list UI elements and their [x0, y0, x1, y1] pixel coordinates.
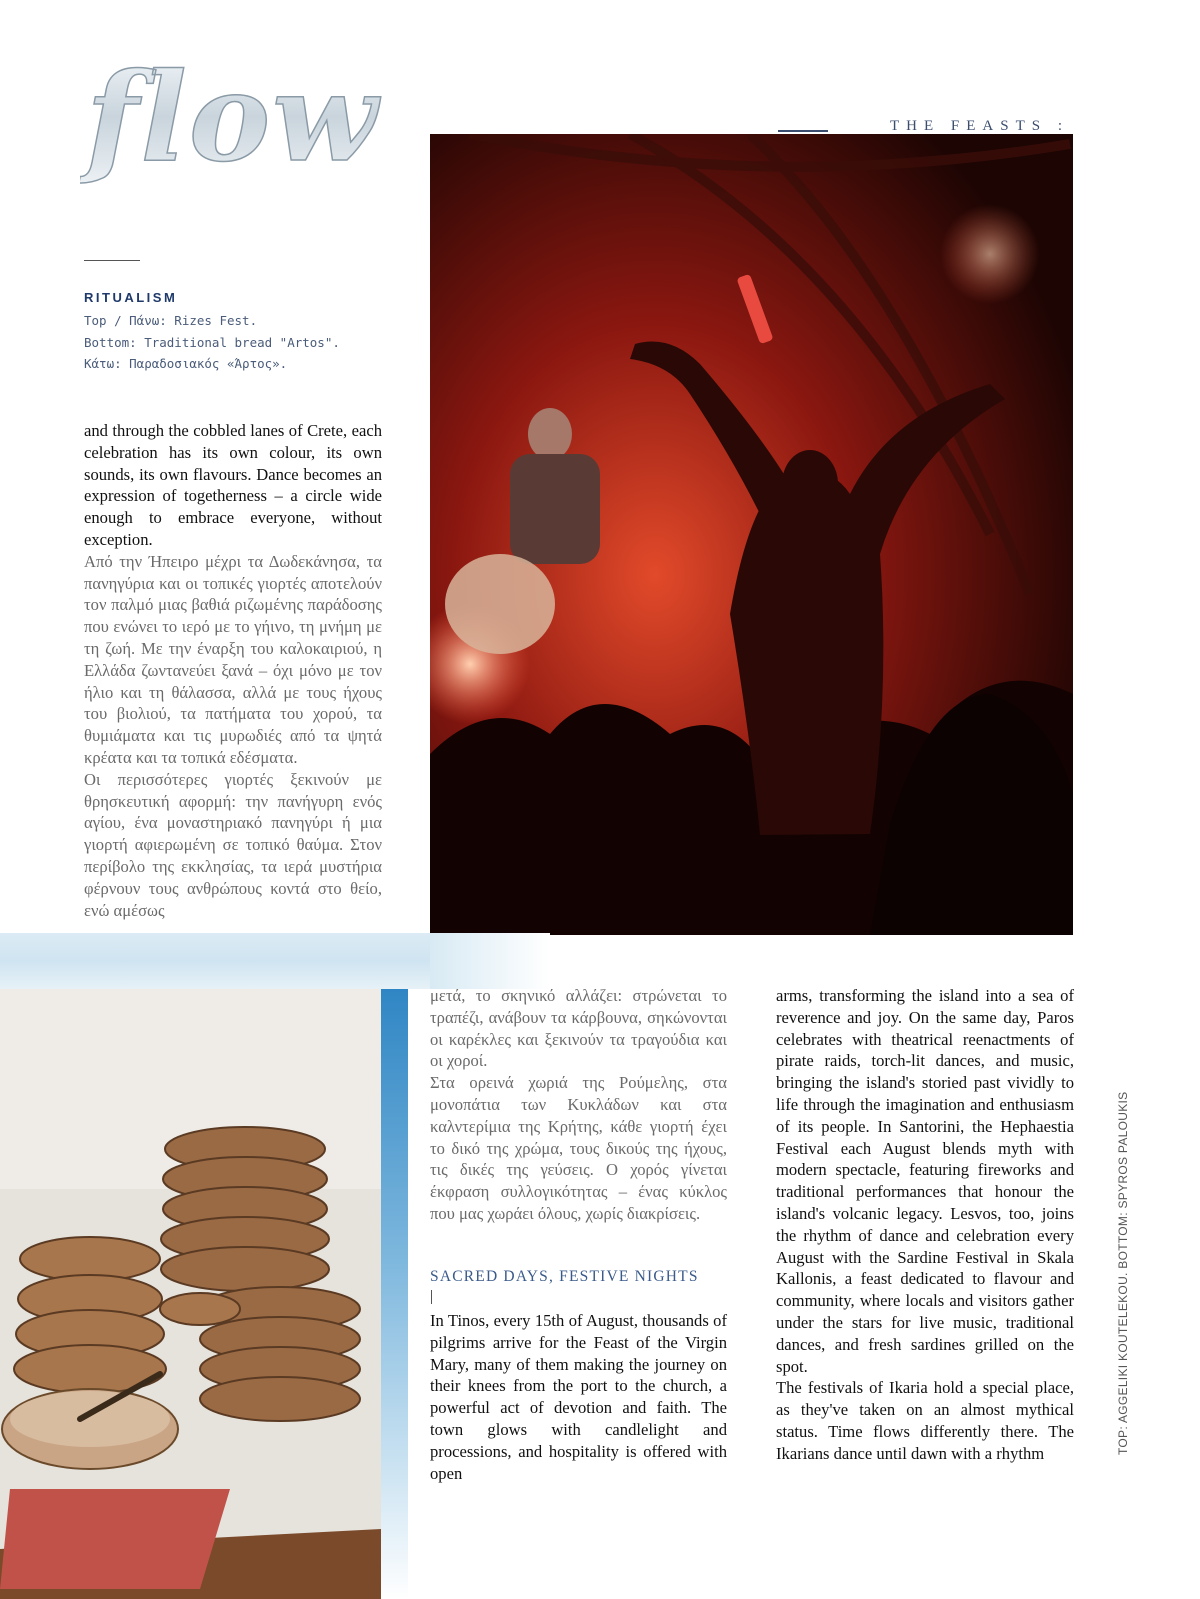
left-greek-paragraph-1: Από την Ήπειρο μέχρι τα Δωδεκάνησα, τα πανηγύρια και οι τοπικές γιορτές αποτελούν τον παλμό μιας βαθιά ριζωμένης παράδοσης που ενώνει το ιερό με το γήινο, τη μνήμη με τη ζωή. Με την έναρξη του καλοκαιριού, η Ελλάδα ζωντανεύει ξανά – όχι μόνο με τον ήλιο και τη θάλασσα, αλλά με τους ήχους του βιολιού, τα πατήματα του χορού, τα θυμιάματα και τις μυρωδιές από τα ψητά κρέατα και τα τοπικά εδέσματα. [84, 551, 382, 767]
middle-english-block [430, 1310, 727, 1484]
caption-rule [84, 260, 140, 261]
section-label: THE FEASTS : [890, 118, 1070, 134]
right-column [776, 985, 1074, 1465]
subheading-marker [431, 1290, 432, 1304]
middle-column [430, 985, 727, 1225]
water-strip [0, 933, 430, 989]
logo-text: flow [86, 48, 380, 189]
concert-photo [430, 134, 1073, 935]
middle-english-paragraph: In Tinos, every 15th of August, thousands of pilgrims arrive for the Feast of the Virgin Mary, many of them making the journey on their knees from the port to the church, a powerful act of devotion and faith. The town glows with candlelight and processions, and hospitality is offered with open [430, 1311, 727, 1483]
water-strip-fade [430, 933, 550, 989]
subheading: SACRED DAYS, FESTIVE NIGHTS [430, 1268, 699, 1285]
caption-title: RITUALISM [84, 290, 178, 305]
middle-greek-paragraph-1: μετά, το σκηνικό αλλάζει: στρώνεται το τραπέζι, ανάβουν τα κάρβουνα, σηκώνονται οι καρέκλες και ξεκινούν τα τραγούδια και οι χοροί. [430, 986, 727, 1071]
caption-line-2: Bottom: Traditional bread "Artos". [84, 335, 340, 350]
left-greek-paragraph-2: Οι περισσότερες γιορτές ξεκινούν με θρησκευτική αφορμή: την πανήγυρη ενός αγίου, ένα μοναστηριακό πανηγύρι ή μια γιορτή αφιερωμένη σε τοπικό θαύμα. Στον περίβολο της εκκλησίας, τα ιερά μυστήρια φέρνουν τους ανθρώπους κοντά στο θείο, ενώ αμέσως [84, 769, 382, 920]
left-column [84, 420, 382, 921]
left-english-paragraph: and through the cobbled lanes of Crete, each celebration has its own colour, its own sounds, its own flavours. Dance becomes an expression of togetherness – a circle wide enough to embrace everyone, without exception. [84, 421, 382, 549]
caption-line-1: Top / Πάνω: Rizes Fest. [84, 313, 258, 328]
flow-logo [80, 48, 450, 198]
caption-line-3: Κάτω: Παραδοσιακός «Άρτος». [84, 356, 288, 371]
blue-accent-bar [381, 989, 408, 1599]
middle-greek-paragraph-2: Στα ορεινά χωριά της Ρούμελης, στα μονοπάτια των Κυκλάδων και στα καλντερίμια της Κρήτης, κάθε γιορτή έχει το δικό της χρώμα, τους δικούς της ήχους, τις δικές της γεύσεις. Ο χορός γίνεται έκφραση συλλογικότητας – ένας κύκλος που μας χωράει όλους, χωρίς διακρίσεις. [430, 1073, 727, 1223]
right-english-paragraph-1: arms, transforming the island into a sea of reverence and joy. On the same day, Paros celebrates with theatrical reenactments of pirate raids, torch-lit dances, and music, bringing the island's storied past vividly to life through the imagination and enthusiasm of its people. In Santorini, the Hephaestia Festival each August blends myth with modern spectacle, featuring fireworks and traditional performances that honour the island's volcanic legacy. Lesvos, too, joins the rhythm of dance and celebration every August with the Sardine Festival in Skala Kallonis, a feast dedicated to flavour and community, where locals and visitors gather under the stars for live music, traditional dances, and fresh sardines grilled on the spot. [776, 986, 1074, 1376]
right-english-paragraph-2: The festivals of Ikaria hold a special place, as they've taken on an almost mythical status. Time flows differently there. The Ikarians dance until dawn with a rhythm [776, 1378, 1074, 1463]
photo-credit: TOP: AGGELIKI KOUTELEKOU. BOTTOM: SPYROS PALOUKIS [1116, 1091, 1130, 1455]
section-rule [778, 130, 828, 132]
bread-photo [0, 989, 381, 1599]
